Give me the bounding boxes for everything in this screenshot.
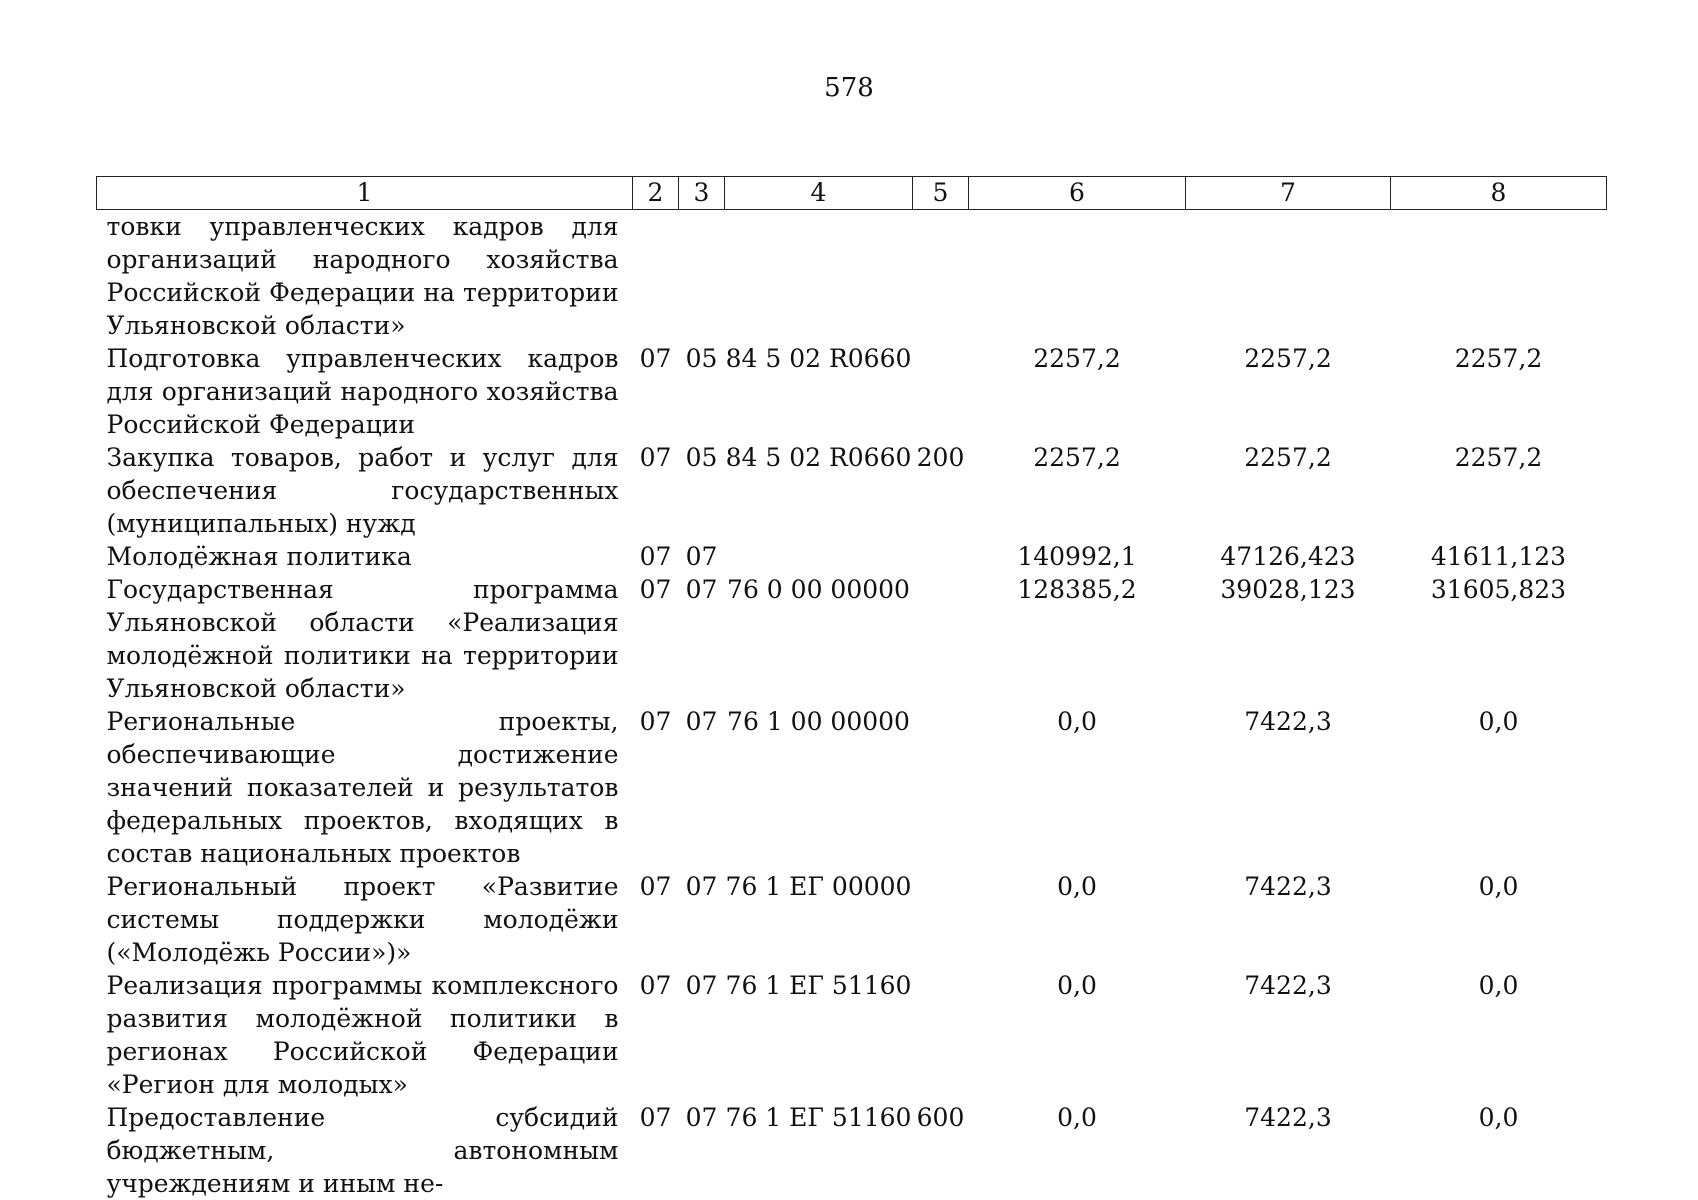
classification-code: 76 1 ЕГ 00000 xyxy=(725,872,912,901)
column-header: 3 xyxy=(679,177,725,210)
classification-code: 07 xyxy=(639,542,672,571)
table-row xyxy=(97,870,1607,969)
header-row xyxy=(97,177,1607,210)
row-label: товки управленческих кадров для организаций народного хозяйства Российской Федерации на территории Ульяновской области» xyxy=(106,212,619,340)
row-label: Молодёжная политика xyxy=(106,542,412,571)
classification-code: 76 1 ЕГ 51160 xyxy=(725,1103,912,1132)
amount-cell: 2257,2 xyxy=(1454,344,1543,373)
classification-code: 07 xyxy=(685,1103,718,1132)
column-header: 7 xyxy=(1186,177,1391,210)
classification-code: 84 5 02 R0660 xyxy=(725,443,912,472)
classification-code xyxy=(725,540,913,573)
amount-cell xyxy=(969,210,1186,343)
amount-cell: 2257,2 xyxy=(1244,443,1332,472)
column-header: 1 xyxy=(97,177,633,210)
amount-cell: 7422,3 xyxy=(1244,872,1332,901)
table-row xyxy=(97,441,1607,540)
classification-code: 07 xyxy=(639,344,672,373)
amount-cell: 0,0 xyxy=(1478,872,1519,901)
classification-code: 07 xyxy=(639,707,672,736)
budget-table xyxy=(96,176,1607,1200)
classification-code xyxy=(679,210,725,343)
classification-code: 07 xyxy=(685,575,718,604)
classification-code xyxy=(913,870,969,969)
row-label: Региональный проект «Развитие системы поддержки молодёжи («Молодёжь России»)» xyxy=(106,872,619,967)
classification-code: 07 xyxy=(639,1103,672,1132)
amount-cell: 128385,2 xyxy=(1017,575,1137,604)
classification-code: 05 xyxy=(685,443,718,472)
classification-code: 200 xyxy=(916,443,965,472)
table-row xyxy=(97,540,1607,573)
row-label: Закупка товаров, работ и услуг для обеспечения государственных (муниципальных) нужд xyxy=(106,443,619,538)
amount-cell: 31605,823 xyxy=(1430,575,1567,604)
classification-code xyxy=(913,342,969,441)
amount-cell: 0,0 xyxy=(1057,971,1097,1000)
classification-code xyxy=(913,540,969,573)
row-label: Региональные проекты, обеспечивающие достижение значений показателей и результатов федеральных проектов, входящих в состав национальных проектов xyxy=(106,707,619,868)
classification-code xyxy=(633,210,679,343)
table-row xyxy=(97,705,1607,870)
table-row xyxy=(97,573,1607,705)
column-header: 4 xyxy=(725,177,913,210)
classification-code: 600 xyxy=(916,1103,965,1132)
column-header: 6 xyxy=(969,177,1186,210)
amount-cell: 47126,423 xyxy=(1220,542,1356,571)
classification-code: 76 0 00 00000 xyxy=(727,575,910,604)
classification-code: 84 5 02 R0660 xyxy=(725,344,912,373)
classification-code xyxy=(913,573,969,705)
amount-cell: 39028,123 xyxy=(1220,575,1356,604)
row-label: Предоставление субсидий бюджетным, автономным учреждениям и иным не- xyxy=(106,1103,619,1198)
classification-code xyxy=(725,210,913,343)
amount-cell: 0,0 xyxy=(1057,872,1097,901)
classification-code: 07 xyxy=(685,872,718,901)
classification-code: 07 xyxy=(639,971,672,1000)
amount-cell: 0,0 xyxy=(1057,707,1097,736)
amount-cell: 0,0 xyxy=(1478,707,1519,736)
amount-cell: 140992,1 xyxy=(1017,542,1137,571)
classification-code: 76 1 ЕГ 51160 xyxy=(725,971,912,1000)
amount-cell: 0,0 xyxy=(1478,1103,1519,1132)
classification-code: 07 xyxy=(639,443,672,472)
amount-cell: 7422,3 xyxy=(1244,971,1332,1000)
amount-cell: 2257,2 xyxy=(1454,443,1543,472)
table-row xyxy=(97,210,1607,343)
classification-code xyxy=(913,210,969,343)
amount-cell xyxy=(1391,210,1607,343)
table-row xyxy=(97,342,1607,441)
column-header: 8 xyxy=(1391,177,1607,210)
classification-code: 07 xyxy=(639,575,672,604)
classification-code xyxy=(913,969,969,1101)
row-label: Реализация программы комплексного развития молодёжной политики в регионах Российской Федерации «Регион для молодых» xyxy=(106,971,619,1099)
table-row xyxy=(97,969,1607,1101)
amount-cell: 2257,2 xyxy=(1033,344,1121,373)
classification-code: 76 1 00 00000 xyxy=(727,707,910,736)
amount-cell: 0,0 xyxy=(1478,971,1519,1000)
row-label: Государственная программа Ульяновской области «Реализация молодёжной политики на территории Ульяновской области» xyxy=(106,575,619,703)
table-row xyxy=(97,1101,1607,1200)
classification-code: 07 xyxy=(685,542,718,571)
amount-cell: 7422,3 xyxy=(1244,707,1332,736)
classification-code: 07 xyxy=(685,707,718,736)
column-header: 2 xyxy=(633,177,679,210)
classification-code: 05 xyxy=(685,344,718,373)
amount-cell: 7422,3 xyxy=(1244,1103,1332,1132)
amount-cell: 2257,2 xyxy=(1033,443,1121,472)
amount-cell: 41611,123 xyxy=(1430,542,1567,571)
amount-cell: 0,0 xyxy=(1057,1103,1097,1132)
classification-code xyxy=(913,705,969,870)
column-header: 5 xyxy=(913,177,969,210)
page-number: 578 xyxy=(824,73,874,103)
classification-code: 07 xyxy=(639,872,672,901)
classification-code: 07 xyxy=(685,971,718,1000)
amount-cell xyxy=(1186,210,1391,343)
amount-cell: 2257,2 xyxy=(1244,344,1332,373)
row-label: Подготовка управленческих кадров для организаций народного хозяйства Российской Федерации xyxy=(106,344,619,439)
